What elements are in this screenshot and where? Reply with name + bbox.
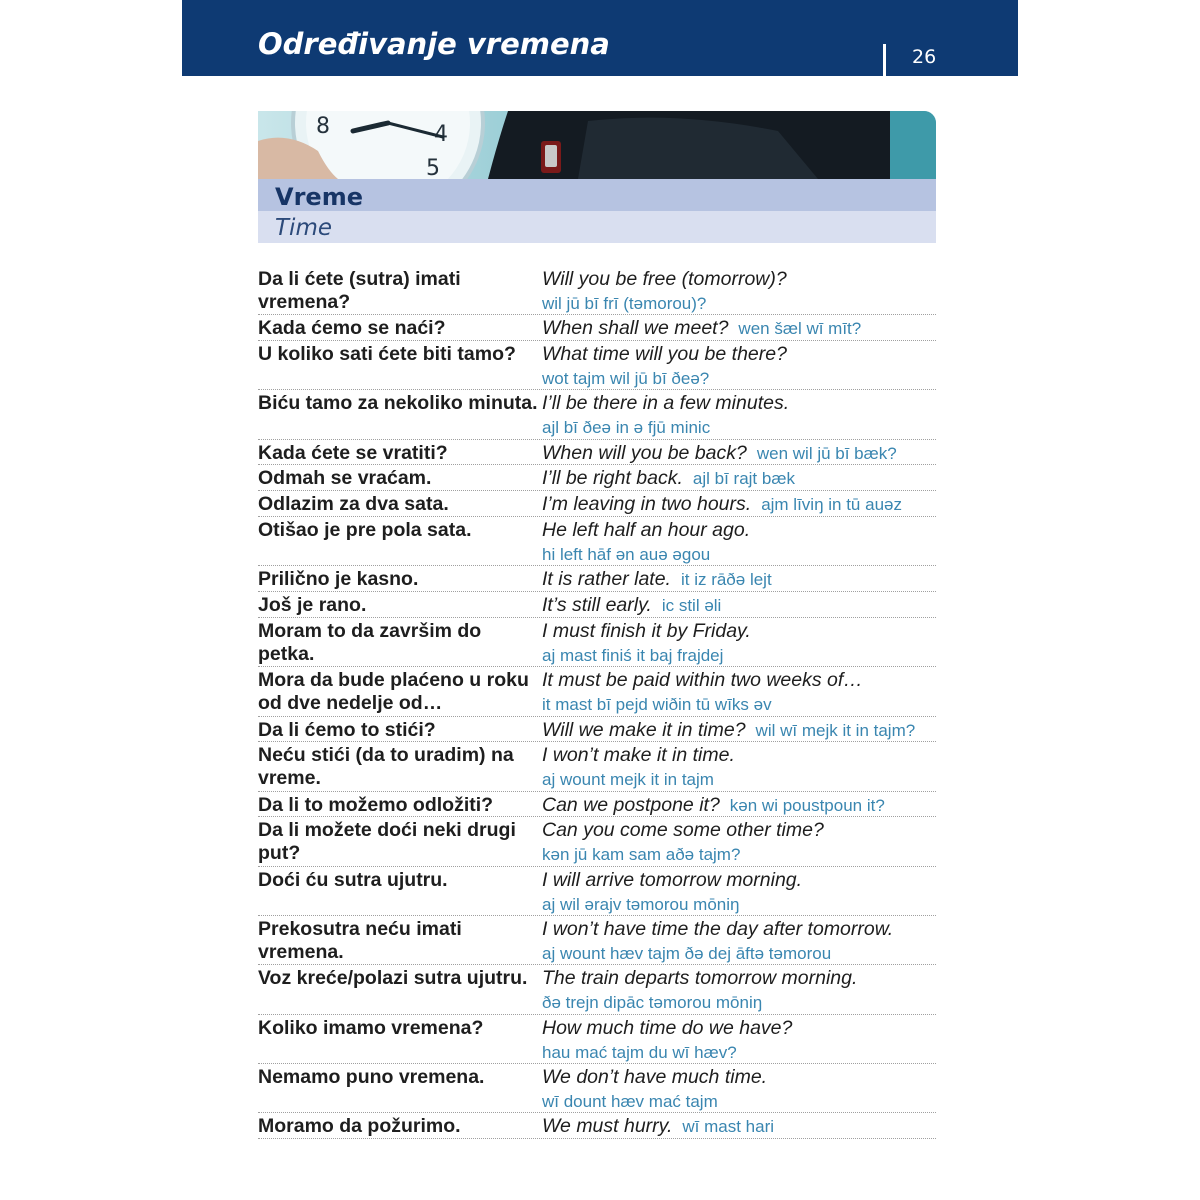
section-title: Vreme [275, 183, 363, 211]
serbian-phrase: Prekosutra neću imati vremena. [258, 918, 462, 964]
pronunciation: hi left hāf ən auə əgou [542, 545, 711, 565]
section-title-band [258, 179, 936, 211]
english-phrase: The train departs tomorrow morning. [542, 967, 858, 990]
english-phrase: Will we make it in time? [542, 718, 746, 741]
english-phrase: Can you come some other time? [542, 819, 824, 842]
english-phrase: I won’t have time the day after tomorrow. [542, 918, 894, 941]
phrase-row [258, 440, 936, 466]
pronunciation: it iz rāðə lejt [680, 570, 772, 590]
phrase-row [258, 667, 936, 716]
serbian-phrase: Doći ću sutra ujutru. [258, 868, 448, 891]
english-phrase: Will you be free (tomorrow)? [542, 268, 787, 290]
serbian-phrase: Moramo da požurimo. [258, 1115, 461, 1138]
serbian-phrase: Otišao je pre pola sata. [258, 519, 472, 542]
pronunciation: wī dount hæv mać tajm [542, 1091, 718, 1111]
phrase-row [258, 491, 936, 517]
banner-photo [258, 111, 936, 179]
pronunciation: ajl bī rajt bæk [692, 469, 795, 489]
serbian-phrase: Kada ćete se vratiti? [258, 441, 448, 464]
english-phrase: When shall we meet? [542, 317, 729, 340]
page-header [182, 0, 1018, 76]
english-phrase: I’m leaving in two hours. [542, 493, 752, 516]
phrase-row [258, 717, 936, 743]
english-phrase: I will arrive tomorrow morning. [542, 868, 803, 891]
pronunciation: wen wil jū bī bæk? [756, 443, 897, 463]
english-phrase: It must be paid within two weeks of… [542, 669, 863, 692]
pronunciation: wen šæl wī mīt? [738, 319, 862, 339]
phrase-row [258, 1064, 936, 1113]
phrase-row [258, 517, 936, 566]
serbian-phrase: U koliko sati ćete biti tamo? [258, 343, 516, 366]
section-subtitle-band [258, 211, 936, 243]
serbian-phrase: Kada ćemo se naći? [258, 317, 446, 340]
phrase-row [258, 592, 936, 618]
pronunciation: ajl bī ðeə in ə fjū minic [542, 418, 711, 438]
english-phrase: We must hurry. [542, 1115, 673, 1138]
svg-text:5: 5 [426, 156, 440, 179]
pronunciation: hau mać tajm du wī hæv? [542, 1042, 737, 1062]
pronunciation: kən jū kam sam aðə tajm? [542, 845, 741, 865]
phrase-row [258, 1113, 936, 1139]
serbian-phrase: Biću tamo za nekoliko minuta. [258, 392, 538, 415]
pronunciation: ic stil əli [661, 596, 722, 616]
phrase-row [258, 390, 936, 439]
phrase-row [258, 266, 936, 315]
phrase-row [258, 618, 936, 667]
phrase-row [258, 742, 936, 791]
serbian-phrase: Odmah se vraćam. [258, 467, 432, 490]
phrase-row [258, 341, 936, 390]
header-divider [883, 44, 886, 76]
pronunciation: aj wil ərajv təmorou mōniŋ [542, 894, 740, 914]
phrase-row [258, 867, 936, 916]
serbian-phrase: Neću stići (da to uradim) na vreme. [258, 744, 514, 790]
english-phrase: He left half an hour ago. [542, 519, 751, 542]
phrase-row [258, 817, 936, 866]
english-phrase: I must finish it by Friday. [542, 619, 751, 642]
pronunciation: aj wount mejk it in tajm [542, 770, 714, 790]
english-phrase: It is rather late. [542, 568, 671, 591]
english-phrase: How much time do we have? [542, 1016, 793, 1039]
serbian-phrase: Mora da bude plaćeno u roku od dve nedelje od… [258, 669, 529, 715]
english-phrase: What time will you be there? [542, 343, 787, 366]
serbian-phrase: Odlazim za dva sata. [258, 493, 449, 516]
phrase-row [258, 1015, 936, 1064]
section-heading [258, 179, 936, 243]
page-number: 26 [912, 46, 937, 68]
svg-text:8: 8 [316, 114, 330, 139]
pronunciation: wil jū bī frī (təmorou)? [542, 294, 707, 313]
serbian-phrase: Još je rano. [258, 594, 367, 617]
phrase-row [258, 916, 936, 965]
serbian-phrase: Koliko imamo vremena? [258, 1016, 484, 1039]
english-phrase: When will you be back? [542, 441, 747, 464]
phrase-row [258, 315, 936, 341]
serbian-phrase: Voz kreće/polazi sutra ujutru. [258, 967, 528, 990]
pronunciation: wot tajm wil jū bī ðeə? [542, 369, 710, 389]
pronunciation: ajm līviŋ in tū auəz [761, 495, 902, 515]
pronunciation: wī mast hari [682, 1117, 775, 1137]
pronunciation: kən wi poustpoun it? [729, 795, 885, 815]
pronunciation: wil wī mejk it in tajm? [755, 720, 916, 740]
serbian-phrase: Prilično je kasno. [258, 568, 419, 591]
svg-text:4: 4 [434, 122, 448, 147]
serbian-phrase: Nemamo puno vremena. [258, 1065, 485, 1088]
phrase-row [258, 965, 936, 1014]
serbian-phrase: Da li možete doći neki drugi put? [258, 819, 516, 865]
phrase-row [258, 792, 936, 818]
pronunciation: aj mast finiś it baj frajdej [542, 645, 724, 665]
english-phrase: I won’t make it in time. [542, 744, 735, 767]
english-phrase: We don’t have much time. [542, 1065, 768, 1088]
phrase-row [258, 465, 936, 491]
pronunciation: aj wount hæv tajm ðə dej āftə təmorou [542, 944, 832, 964]
serbian-phrase: Da li to možemo odložiti? [258, 793, 494, 816]
english-phrase: Can we postpone it? [542, 793, 720, 816]
phrase-list [258, 266, 936, 1139]
chapter-title: Određivanje vremena [258, 27, 610, 61]
phrase-row [258, 566, 936, 592]
serbian-phrase: Da li ćete (sutra) imati vremena? [258, 268, 461, 313]
serbian-phrase: Moram to da završim do petka. [258, 619, 482, 665]
english-phrase: I’ll be right back. [542, 467, 683, 490]
english-phrase: It’s still early. [542, 594, 652, 617]
section-subtitle: Time [275, 215, 332, 241]
pronunciation: ðə trejn dipāc təmorou mōniŋ [542, 993, 763, 1013]
pronunciation: it mast bī pejd wiðin tū wīks əv [542, 695, 772, 715]
serbian-phrase: Da li ćemo to stići? [258, 718, 436, 741]
english-phrase: I’ll be there in a few minutes. [542, 392, 790, 415]
